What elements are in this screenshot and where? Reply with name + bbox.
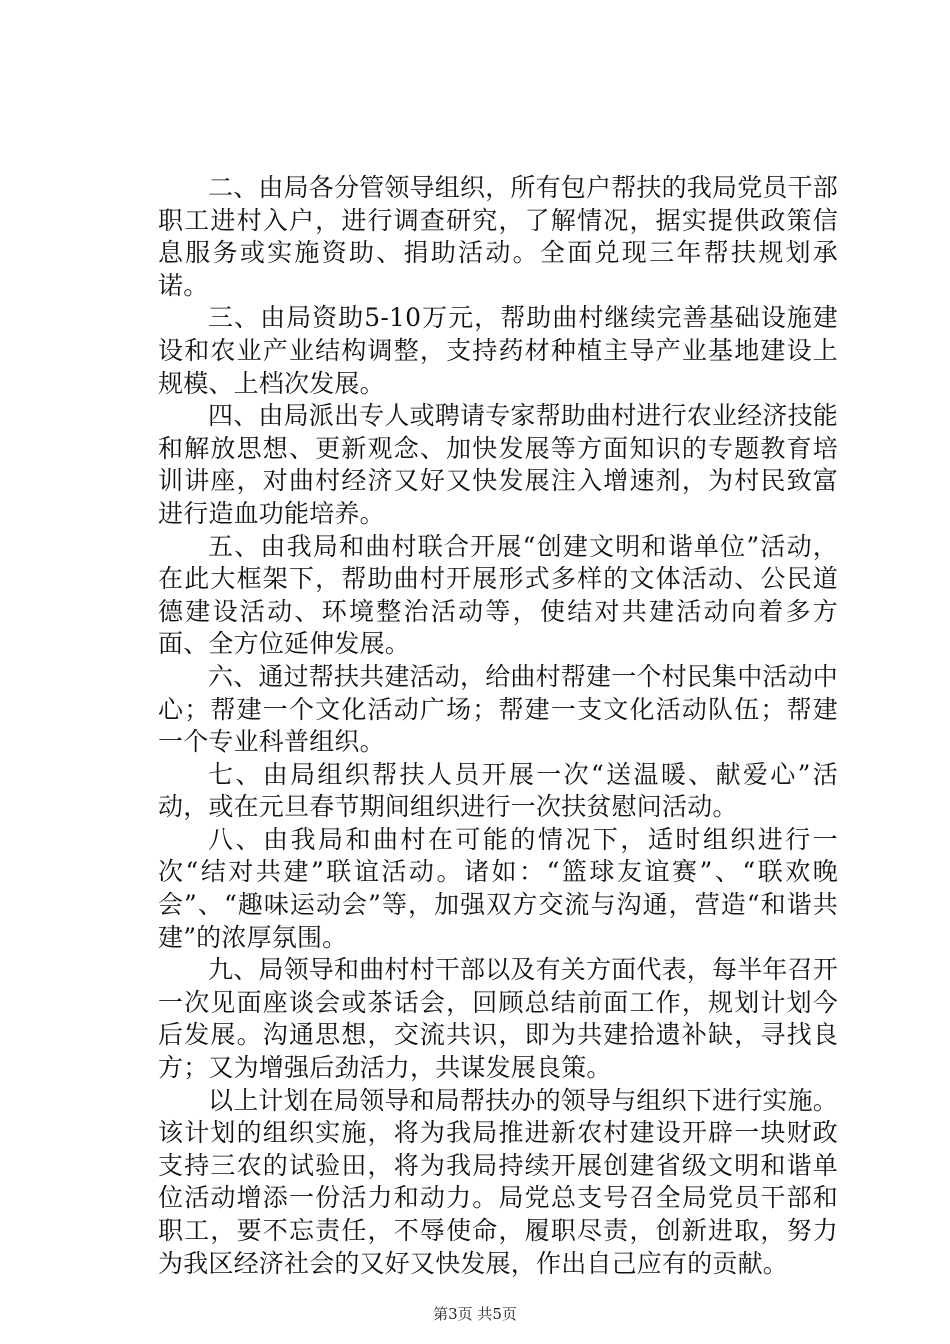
paragraph-4: 四、由局派出专人或聘请专家帮助曲村进行农业经济技能和解放思想、更新观念、加快发展等方面知识的专题教育培训讲座，对曲村经济又好又快发展注入增速剂，为村民致富进行造血功能培养。 (158, 401, 839, 528)
paragraph-8: 八、由我局和曲村在可能的情况下，适时组织进行一次“结对共建”联谊活动。诸如：“篮球友谊赛”、“联欢晚会”、“趣味运动会”等，加强双方交流与沟通，营造“和谐共建”的浓厚氛围。 (158, 824, 838, 952)
paragraph-3: 三、由局资助5-10万元，帮助曲村继续完善基础设施建设和农业产业结构调整，支持药材种植主导产业基地建设上规模、上档次发展。 (158, 303, 838, 398)
paragraph-5: 五、由我局和曲村联合开展“创建文明和谐单位”活动，在此大框架下，帮助曲村开展形式多样的文体活动、公民道德建设活动、环境整治活动等，使结对共建活动向着多方面、全方位延伸发展。 (158, 531, 838, 659)
paragraph-6: 六、通过帮扶共建活动，给曲村帮建一个村民集中活动中心；帮建一个文化活动广场；帮建一支文化活动队伍；帮建一个专业科普组织。 (158, 661, 839, 757)
paragraph-9: 九、局领导和曲村村干部以及有关方面代表，每半年召开一次见面座谈会或茶话会，回顾总结前面工作，规划计划今后发展。沟通思想，交流共识，即为共建拾遗补缺，寻找良方；又为增强后劲活力，共谋发展良策。 (158, 955, 839, 1083)
paragraph-conclusion: 以上计划在局领导和局帮扶办的领导与组织下进行实施。该计划的组织实施，将为我局推进新农村建设开辟一块财政支持三农的试验田，将为我局持续开展创建省级文明和谐单位活动增添一份活力和动力。局党总支号召全局党员干部和职工，要不忘责任，不辱使命，履职尽责，创新进取，努力为我区经济社会的又好又快发展，作出自己应有的贡献。 (158, 1085, 839, 1278)
document-body (158, 172, 838, 1280)
page-footer: 第3页 共5页 (433, 1305, 517, 1323)
paragraph-7: 七、由局组织帮扶人员开展一次“送温暖、献爱心”活动，或在元旦春节期间组织进行一次扶贫慰问活动。 (158, 759, 838, 822)
paragraph-2: 二、由局各分管领导组织，所有包户帮扶的我局党员干部职工进村入户，进行调查研究，了解情况，据实提供政策信息服务或实施资助、捐助活动。全面兑现三年帮扶规划承诺。 (158, 173, 839, 300)
